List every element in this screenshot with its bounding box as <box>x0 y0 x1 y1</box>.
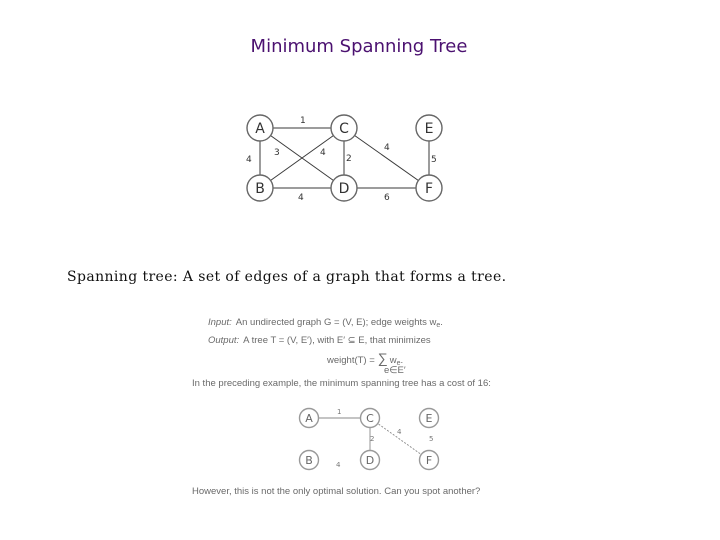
weight-c-d: 2 <box>346 154 352 164</box>
node-e <box>416 115 442 141</box>
edge-c-f <box>344 128 429 188</box>
node-label-c: C <box>339 121 349 137</box>
formula-lhs: weight(T) = <box>327 355 375 366</box>
closing-text: However, this is not the only optimal solution. Can you spot another? <box>192 486 481 497</box>
mst-graph <box>300 408 439 470</box>
mst-weight-c-d: 2 <box>370 435 375 443</box>
mst-node-label-c: C <box>366 412 374 425</box>
input-sub: e <box>436 322 441 329</box>
spanning-tree-definition: Spanning tree: A set of edges of a graph that forms a tree. <box>67 269 507 285</box>
node-label-d: D <box>338 181 350 197</box>
weight-a-d: 3 <box>274 148 280 158</box>
mst-node-c <box>361 409 380 428</box>
mst-node-e <box>420 409 439 428</box>
weight-c-b: 4 <box>320 148 326 158</box>
input-line <box>208 317 443 329</box>
mst-node-f <box>420 451 439 470</box>
weight-a-c: 1 <box>300 116 306 126</box>
weight-b-d: 4 <box>298 193 304 203</box>
mst-edge-c-f <box>370 418 429 460</box>
full-graph <box>246 115 442 203</box>
example-text: In the preceding example, the minimum spanning tree has a cost of 16: <box>192 378 491 389</box>
weight-c-f: 4 <box>384 143 390 153</box>
mst-weight-c-f: 4 <box>397 428 402 436</box>
mst-weight-b-d: 4 <box>336 461 341 469</box>
node-a <box>247 115 273 141</box>
mst-node-b <box>300 451 319 470</box>
input-label: Input: <box>208 317 232 328</box>
mst-weight-e-f: 5 <box>429 435 434 443</box>
weight-a-b: 4 <box>246 155 252 165</box>
mst-node-label-a: A <box>305 412 313 425</box>
node-f <box>416 175 442 201</box>
mst-node-d <box>361 451 380 470</box>
slide-title: Minimum Spanning Tree <box>250 36 468 57</box>
output-text: A tree T = (V, E′), with E′ ⊆ E, that minimizes <box>243 335 431 346</box>
output-line <box>208 335 431 346</box>
weight-d-f: 6 <box>384 193 390 203</box>
node-label-b: B <box>255 181 265 197</box>
formula-w: w <box>389 355 397 366</box>
formula-w-sub: e <box>396 360 401 367</box>
node-b <box>247 175 273 201</box>
node-label-f: F <box>424 181 434 197</box>
input-text: An undirected graph G = (V, E); edge weights w <box>235 317 437 328</box>
node-d <box>331 175 357 201</box>
mst-node-a <box>300 409 319 428</box>
mst-weight-a-c: 1 <box>337 408 342 416</box>
node-label-e: E <box>424 121 434 137</box>
problem-statement <box>192 317 491 497</box>
input-end: . <box>440 317 443 328</box>
mst-node-label-b: B <box>305 454 313 467</box>
formula-under: e∈E′ <box>384 365 406 376</box>
node-c <box>331 115 357 141</box>
mst-node-label-e: E <box>425 412 433 425</box>
mst-node-label-d: D <box>365 454 375 467</box>
output-label: Output: <box>208 335 240 346</box>
formula-sum: ∑ <box>377 350 388 366</box>
mst-node-label-f: F <box>425 454 433 467</box>
formula-end: . <box>400 355 404 366</box>
node-label-a: A <box>255 121 265 137</box>
weight-e-f: 5 <box>431 155 437 165</box>
